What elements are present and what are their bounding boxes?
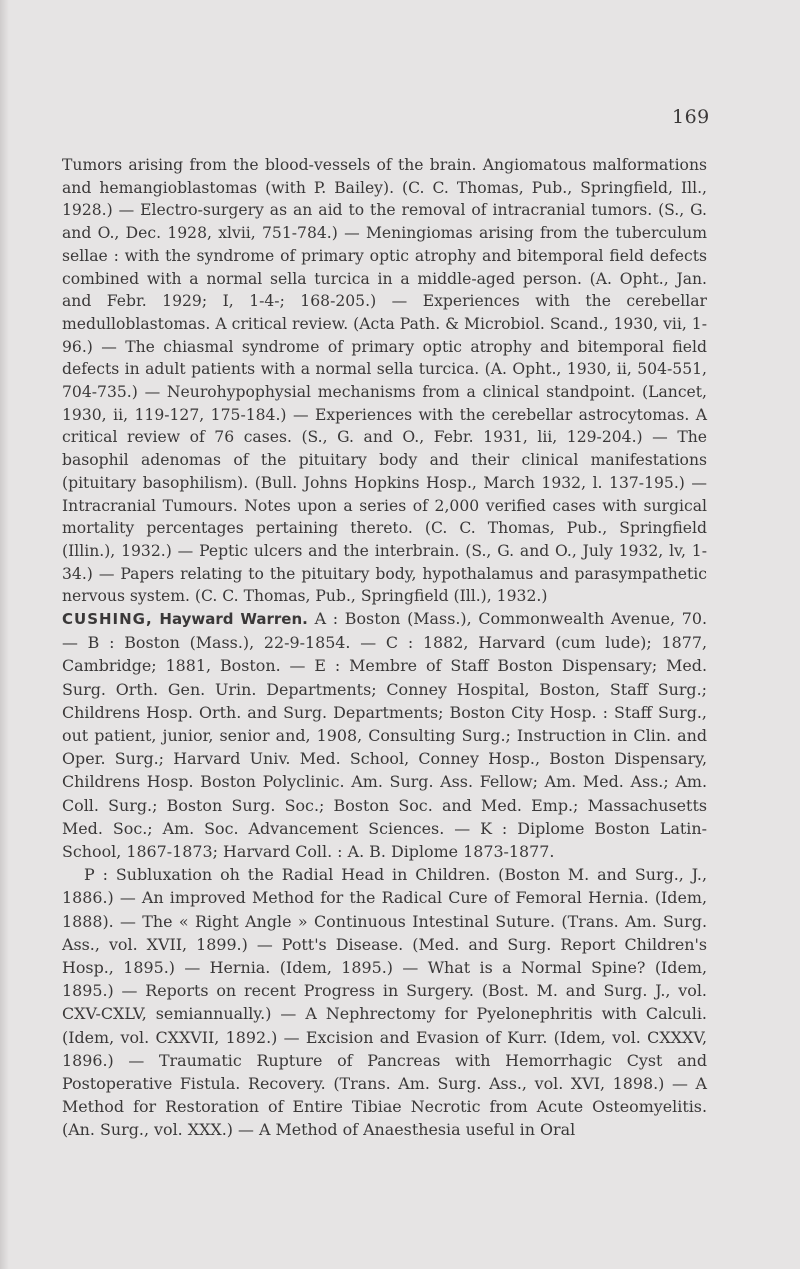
- biography-entry: [62, 607, 707, 1142]
- page-edge: [0, 0, 9, 1269]
- entry-publications: P : Subluxation oh the Radial Head in Children. (Boston M. and Surg., J., 1886.) — An improved Method for the Radical Cure of Femoral Hernia. (Idem, 1888). — The « Right Angle » Continuous Intestinal Suture. (Trans. Am. Surg. Ass., vol. XVII, 1899.) — Pott's Disease. (Med. and Surg. Report Children's Hosp., 1895.) — Hernia. (Idem, 1895.) — What is a Normal Spine? (Idem, 1895.) — Reports on recent Progress in Surgery. (Bost. M. and Surg. J., vol. CXV-CXLV, semiannually.) — A Nephrectomy for Pyelonephritis with Calculi. (Idem, vol. CXXVII, 1892.) — Excision and Evasion of Kurr. (Idem, vol. CXXXV, 1896.) — Traumatic Rupture of Pancreas with Hemorrhagic Cyst and Postoperative Fistula. Recovery. (Trans. Am. Surg. Ass., vol. XVI, 1898.) — A Method for Restoration of Entire Tibiae Necrotic from Acute Osteomyelitis. (An. Surg., vol. XXX.) — A Method of Anaesthesia useful in Oral: [62, 865, 707, 1140]
- entry-given-names: Hayward Warren.: [159, 610, 308, 628]
- page-number: 169: [672, 106, 710, 128]
- bibliography-continuation: Tumors arising from the blood-vessels of the brain. Angiomatous malformations and hemangioblastomas (with P. Bailey). (C. C. Thomas, Pub., Springfield, Ill., 1928.) — Electro-surgery as an aid to the removal of intracranial tumors. (S., G. and O., Dec. 1928, xlvii, 751-784.) — Meningiomas arising from the tuberculum sellae : with the syndrome of primary optic atrophy and bitemporal field defects combined with a normal sella turcica in a middle-aged person. (A. Opht., Jan. and Febr. 1929; I, 1-4-; 168-205.) — Experiences with the cerebellar medulloblastomas. A critical review. (Acta Path. & Microbiol. Scand., 1930, vii, 1-96.) — The chiasmal syndrome of primary optic atrophy and bitemporal field defects in adult patients with a normal sella turcica. (A. Opht., 1930, ii, 504-551, 704-735.) — Neurohypophysial mechanisms from a clinical standpoint. (Lancet, 1930, ii, 119-127, 175-184.) — Experiences with the cerebellar astrocytomas. A critical review of 76 cases. (S., G. and O., Febr. 1931, lii, 129-204.) — The basophil adenomas of the pituitary body and their clinical manifestations (pituitary basophilism). (Bull. Johns Hopkins Hosp., March 1932, l. 137-195.) — Intracranial Tumours. Notes upon a series of 2,000 verified cases with surgical mortality percentages pertaining thereto. (C. C. Thomas, Pub., Springfield (Illin.), 1932.) — Peptic ulcers and the interbrain. (S., G. and O., July 1932, lv, 1-34.) — Papers relating to the pituitary body, hypothalamus and parasympathetic nervous system. (C. C. Thomas, Pub., Springfield (Ill.), 1932.): [62, 156, 707, 606]
- entry-body: A : Boston (Mass.), Commonwealth Avenue, 70. — B : Boston (Mass.), 22-9-1854. — C : 1882, Harvard (cum lude); 1877, Cambridge; 1881, Boston. — E : Membre of Staff Boston Dispensary; Med. Surg. Orth. Gen. Urin. Departments; Conney Hospital, Boston, Staff Surg.; Childrens Hosp. Orth. and Surg. Departments; Boston City Hosp. : Staff Surg., out patient, junior, senior and, 1908, Consulting Surg.; Instruction in Clin. and Oper. Surg.; Harvard Univ. Med. School, Conney Hosp., Boston Dispensary, Childrens Hosp. Boston Polyclinic. Am. Surg. Ass. Fellow; Am. Med. Ass.; Am. Coll. Surg.; Boston Surg. Soc.; Boston Soc. and Med. Emp.; Massachusetts Med. Soc.; Am. Soc. Advancement Sciences. — K : Diplome Boston Latin-School, 1867-1873; Harvard Coll. : A. B. Diplome 1873-1877.: [62, 609, 707, 862]
- entry-surname: CUSHING,: [62, 610, 153, 628]
